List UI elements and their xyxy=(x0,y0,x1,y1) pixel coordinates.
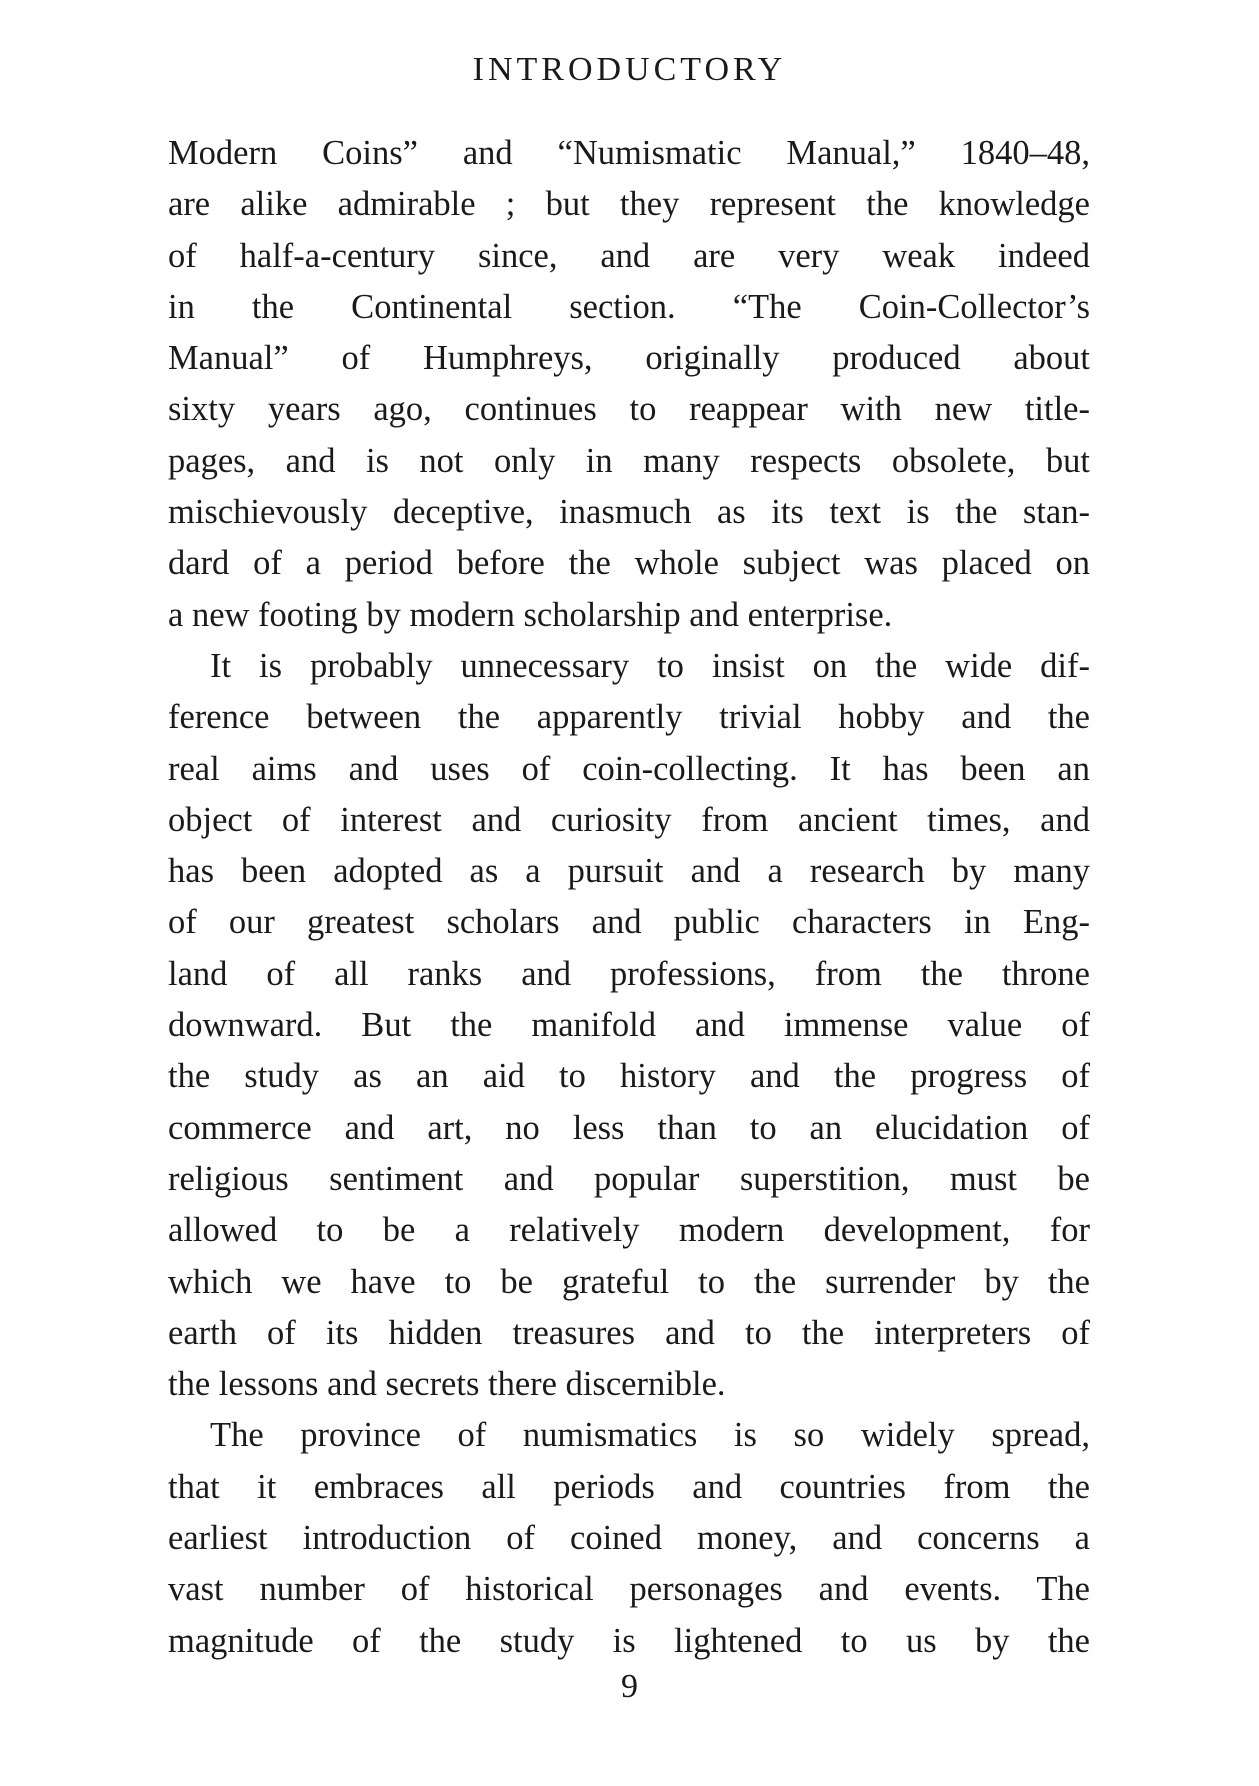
text-line: ference between the apparently trivial hobby and the xyxy=(168,698,1090,737)
text-line: a new footing by modern scholarship and enterprise. xyxy=(168,595,893,634)
text-line: vast number of historical personages and events. The xyxy=(168,1570,1090,1609)
text-line: dard of a period before the whole subject was placed on xyxy=(168,544,1090,583)
text-line: real aims and uses of coin-collecting. It has been an xyxy=(168,749,1090,788)
paragraph-2 xyxy=(168,641,1090,1410)
text-line: pages, and is not only in many respects obsolete, but xyxy=(168,441,1090,480)
text-line: the lessons and secrets there discernible. xyxy=(168,1365,726,1404)
text-line: commerce and art, no less than to an elucidation of xyxy=(168,1108,1090,1147)
text-line: Modern Coins” and “Numismatic Manual,” 1840–48, xyxy=(168,134,1090,172)
text-line: religious sentiment and popular superstition, must be xyxy=(168,1159,1090,1198)
text-line: downward. But the manifold and immense value of xyxy=(168,1006,1090,1045)
text-line: magnitude of the study is lightened to us by the xyxy=(168,1621,1090,1660)
text-line: mischievously deceptive, inasmuch as its text is the stan- xyxy=(168,493,1090,532)
text-line: object of interest and curiosity from ancient times, and xyxy=(168,800,1090,839)
text-line: that it embraces all periods and countries from the xyxy=(168,1467,1090,1506)
text-line: It is probably unnecessary to insist on the wide dif- xyxy=(210,646,1090,685)
text-line: the study as an aid to history and the progress of xyxy=(168,1057,1090,1096)
text-line: earliest introduction of coined money, and concerns a xyxy=(168,1519,1090,1558)
text-line: sixty years ago, continues to reappear with new title- xyxy=(168,390,1090,429)
text-line: Manual” of Humphreys, originally produced about xyxy=(168,339,1090,378)
paragraph-1 xyxy=(168,128,1090,641)
text-line: earth of its hidden treasures and to the interpreters of xyxy=(168,1313,1090,1352)
text-line: of our greatest scholars and public characters in Eng- xyxy=(168,903,1090,942)
paragraph-3 xyxy=(168,1410,1090,1666)
page-number: 9 xyxy=(621,1668,638,1705)
text-line: The province of numismatics is so widely spread, xyxy=(210,1416,1090,1455)
text-line: which we have to be grateful to the surrender by the xyxy=(168,1262,1090,1301)
text-line: allowed to be a relatively modern development, for xyxy=(168,1211,1090,1250)
text-line: are alike admirable ; but they represent the knowledge xyxy=(168,185,1090,224)
running-head: INTRODUCTORY xyxy=(472,51,787,88)
text-line: has been adopted as a pursuit and a research by many xyxy=(168,852,1090,891)
text-line: in the Continental section. “The Coin-Collector’s xyxy=(168,287,1090,326)
body-text xyxy=(168,128,1090,1667)
text-line: of half-a-century since, and are very weak indeed xyxy=(168,236,1090,275)
text-line: land of all ranks and professions, from the throne xyxy=(168,954,1090,993)
